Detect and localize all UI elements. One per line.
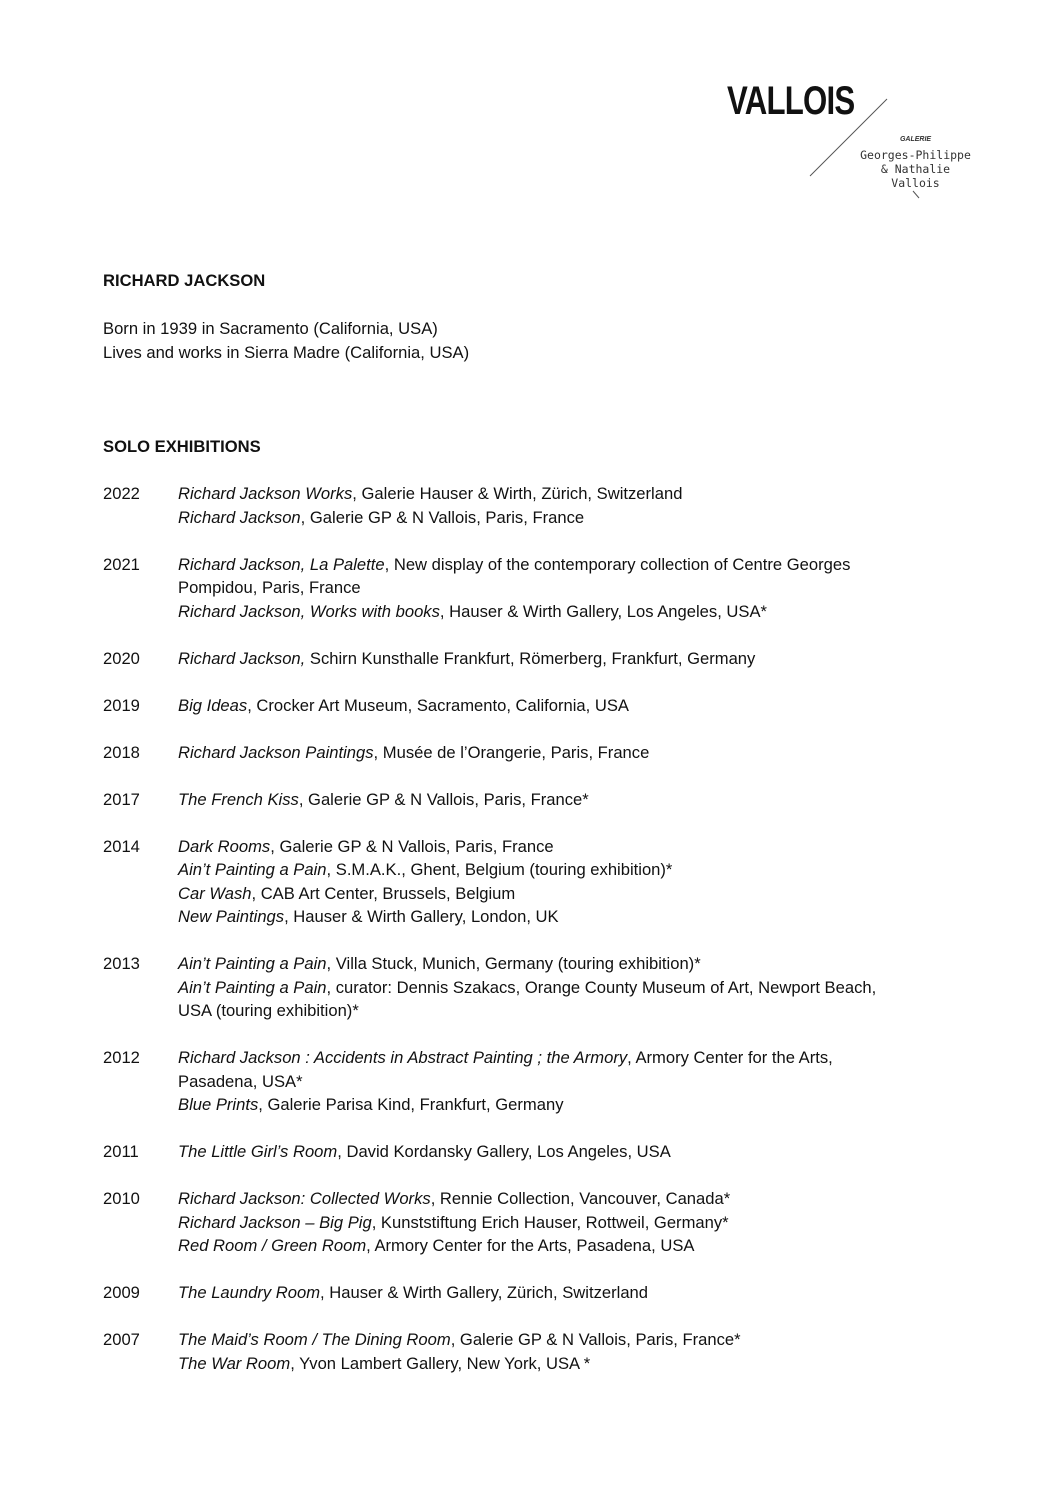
exhibition-line — [178, 506, 973, 530]
exhibition-title: Big Ideas — [178, 695, 248, 715]
exhibition-venue: , S.M.A.K., Ghent, Belgium (touring exhibition)* — [326, 860, 673, 879]
exhibition-entry — [103, 952, 973, 1023]
exhibition-venue: , Galerie GP & N Vallois, Paris, France — [300, 507, 585, 527]
exhibition-title: The War Room — [178, 1353, 291, 1373]
exhibition-title: Richard Jackson — [178, 507, 301, 527]
exhibition-venue: USA (touring exhibition)* — [178, 1001, 359, 1020]
exhibition-line — [178, 741, 973, 765]
exhibition-venue: , David Kordansky Gallery, Los Angeles, USA — [337, 1142, 671, 1161]
exhibition-lines — [178, 694, 973, 718]
exhibition-line — [178, 1070, 973, 1094]
exhibition-line — [178, 647, 973, 671]
gallery-logo — [720, 78, 990, 208]
exhibition-entry — [103, 482, 973, 529]
exhibition-year: 2017 — [103, 789, 140, 809]
bio-line: Born in 1939 in Sacramento (California, USA) — [103, 319, 438, 338]
exhibition-title: Richard Jackson, La Palette — [178, 554, 385, 574]
exhibition-line — [178, 600, 973, 624]
exhibition-line — [178, 882, 973, 906]
exhibition-venue: , Villa Stuck, Munich, Germany (touring exhibition)* — [326, 954, 701, 973]
exhibition-title: Red Room / Green Room — [178, 1236, 367, 1255]
exhibition-line — [178, 952, 973, 976]
exhibition-venue: Pasadena, USA* — [178, 1071, 303, 1091]
exhibition-year: 2013 — [103, 954, 140, 973]
exhibition-year: 2021 — [103, 554, 140, 574]
exhibition-venue: , New display of the contemporary collection of Centre Georges — [384, 554, 851, 574]
exhibition-venue: Pompidou, Paris, France — [178, 578, 361, 597]
exhibition-title: The Laundry Room — [178, 1283, 321, 1302]
exhibition-venue: , Hauser & Wirth Gallery, London, UK — [284, 907, 559, 926]
exhibition-entry — [103, 1046, 973, 1117]
exhibition-title: Ain’t Painting a Pain — [178, 860, 327, 879]
logo-galerie-label: GALERIE — [899, 136, 932, 143]
exhibition-lines — [178, 1281, 973, 1305]
exhibition-title: The Maid’s Room / The Dining Room — [178, 1330, 451, 1349]
exhibition-venue: , Galerie GP & N Vallois, Paris, France — [270, 836, 554, 856]
logo-subtitle-line: Vallois — [891, 176, 940, 190]
exhibition-line — [178, 905, 973, 929]
exhibition-title: Ain’t Painting a Pain — [178, 954, 327, 973]
exhibition-venue: , Galerie Hauser & Wirth, Zürich, Switzerland — [352, 484, 683, 503]
exhibition-line — [178, 1328, 973, 1352]
exhibition-lines — [178, 1187, 973, 1258]
exhibition-venue: , Yvon Lambert Gallery, New York, USA * — [290, 1353, 591, 1373]
exhibition-title: The Little Girl’s Room — [178, 1142, 338, 1161]
exhibition-line — [178, 1234, 973, 1258]
exhibition-line — [178, 788, 973, 812]
exhibition-lines — [178, 1328, 973, 1375]
exhibition-title: Richard Jackson : Accidents in Abstract Painting ; the Armory — [178, 1048, 628, 1067]
exhibition-entry — [103, 1140, 973, 1164]
exhibition-year: 2020 — [103, 648, 140, 668]
exhibition-line — [178, 976, 973, 1000]
exhibition-line — [178, 1281, 973, 1305]
exhibition-line — [178, 835, 973, 859]
logo-subtitle-line: Georges-Philippe — [860, 148, 971, 162]
exhibition-line — [178, 1046, 973, 1070]
exhibition-lines — [178, 835, 973, 929]
bio-line: Lives and works in Sierra Madre (California, USA) — [103, 342, 470, 362]
exhibition-lines — [178, 741, 973, 765]
exhibition-title: Richard Jackson, — [178, 648, 306, 668]
exhibition-title: The French Kiss — [178, 789, 299, 809]
exhibition-year: 2010 — [103, 1189, 140, 1208]
exhibition-venue: , Musée de l’Orangerie, Paris, France — [373, 742, 650, 762]
exhibition-title: Blue Prints — [178, 1095, 259, 1114]
exhibition-entry — [103, 788, 973, 812]
exhibition-title: New Paintings — [178, 907, 285, 926]
exhibition-title: Richard Jackson, Works with books — [178, 601, 440, 621]
exhibition-entry — [103, 1187, 973, 1258]
exhibition-line — [178, 482, 973, 506]
exhibition-entry — [103, 553, 973, 624]
exhibition-line — [178, 858, 973, 882]
exhibition-year: 2019 — [103, 695, 140, 715]
exhibition-venue: , Galerie GP & N Vallois, Paris, France* — [450, 1330, 741, 1349]
exhibition-lines — [178, 553, 973, 624]
exhibition-line — [178, 999, 973, 1023]
logo-wordmark: VALLOIS — [727, 79, 855, 123]
exhibition-year: 2022 — [103, 484, 140, 503]
exhibition-entry — [103, 741, 973, 765]
exhibition-line — [178, 694, 973, 718]
exhibition-lines — [178, 952, 973, 1023]
artist-name: RICHARD JACKSON — [103, 271, 266, 290]
exhibition-year: 2007 — [103, 1330, 140, 1349]
exhibition-venue: , Kunststiftung Erich Hauser, Rottweil, Germany* — [371, 1212, 729, 1232]
exhibition-line — [178, 1093, 973, 1117]
exhibition-lines — [178, 788, 973, 812]
exhibition-venue: , Armory Center for the Arts, Pasadena, USA — [366, 1236, 695, 1255]
exhibition-venue: Schirn Kunsthalle Frankfurt, Römerberg, Frankfurt, Germany — [305, 648, 756, 668]
exhibition-line — [178, 1211, 973, 1235]
exhibition-venue: , Galerie Parisa Kind, Frankfurt, Germany — [258, 1095, 564, 1114]
exhibition-lines — [178, 482, 973, 529]
exhibition-line — [178, 1140, 973, 1164]
exhibition-year: 2018 — [103, 742, 140, 762]
exhibition-line — [178, 553, 973, 577]
exhibition-entry — [103, 1328, 973, 1375]
exhibition-title: Ain’t Painting a Pain — [178, 977, 327, 997]
exhibition-title: Richard Jackson Paintings — [178, 742, 374, 762]
exhibition-venue: , Hauser & Wirth Gallery, Zürich, Switzerland — [320, 1283, 649, 1302]
exhibition-year: 2011 — [103, 1142, 139, 1161]
exhibition-line — [178, 1352, 973, 1376]
exhibition-entry — [103, 1281, 973, 1305]
exhibition-entry — [103, 835, 973, 929]
exhibition-entry — [103, 694, 973, 718]
exhibition-lines — [178, 647, 973, 671]
exhibition-year: 2012 — [103, 1048, 140, 1067]
exhibition-line — [178, 1187, 973, 1211]
exhibition-line — [178, 576, 973, 600]
exhibition-venue: , Rennie Collection, Vancouver, Canada* — [430, 1189, 731, 1208]
exhibition-venue: , Armory Center for the Arts, — [627, 1048, 833, 1067]
section-title: SOLO EXHIBITIONS — [103, 437, 261, 456]
exhibition-venue: , Hauser & Wirth Gallery, Los Angeles, USA* — [439, 601, 767, 621]
exhibition-list — [103, 482, 973, 1399]
artist-bio — [103, 317, 469, 364]
logo-subtitle — [853, 148, 978, 190]
exhibition-venue: , CAB Art Center, Brussels, Belgium — [251, 883, 516, 903]
exhibition-title: Car Wash — [178, 883, 252, 903]
exhibition-venue: , Crocker Art Museum, Sacramento, California, USA — [247, 695, 629, 715]
exhibition-entry — [103, 647, 973, 671]
exhibition-venue: , Galerie GP & N Vallois, Paris, France* — [298, 789, 589, 809]
logo-subtitle-line: & Nathalie — [880, 162, 951, 176]
exhibition-title: Richard Jackson – Big Pig — [178, 1212, 372, 1232]
exhibition-title: Richard Jackson: Collected Works — [178, 1189, 431, 1208]
exhibition-venue: , curator: Dennis Szakacs, Orange County Museum of Art, Newport Beach, — [326, 977, 877, 997]
exhibition-lines — [178, 1046, 973, 1117]
exhibition-year: 2009 — [103, 1283, 140, 1302]
exhibition-title: Richard Jackson Works — [178, 484, 353, 503]
exhibition-title: Dark Rooms — [178, 836, 271, 856]
exhibition-year: 2014 — [103, 836, 140, 856]
exhibition-lines — [178, 1140, 973, 1164]
